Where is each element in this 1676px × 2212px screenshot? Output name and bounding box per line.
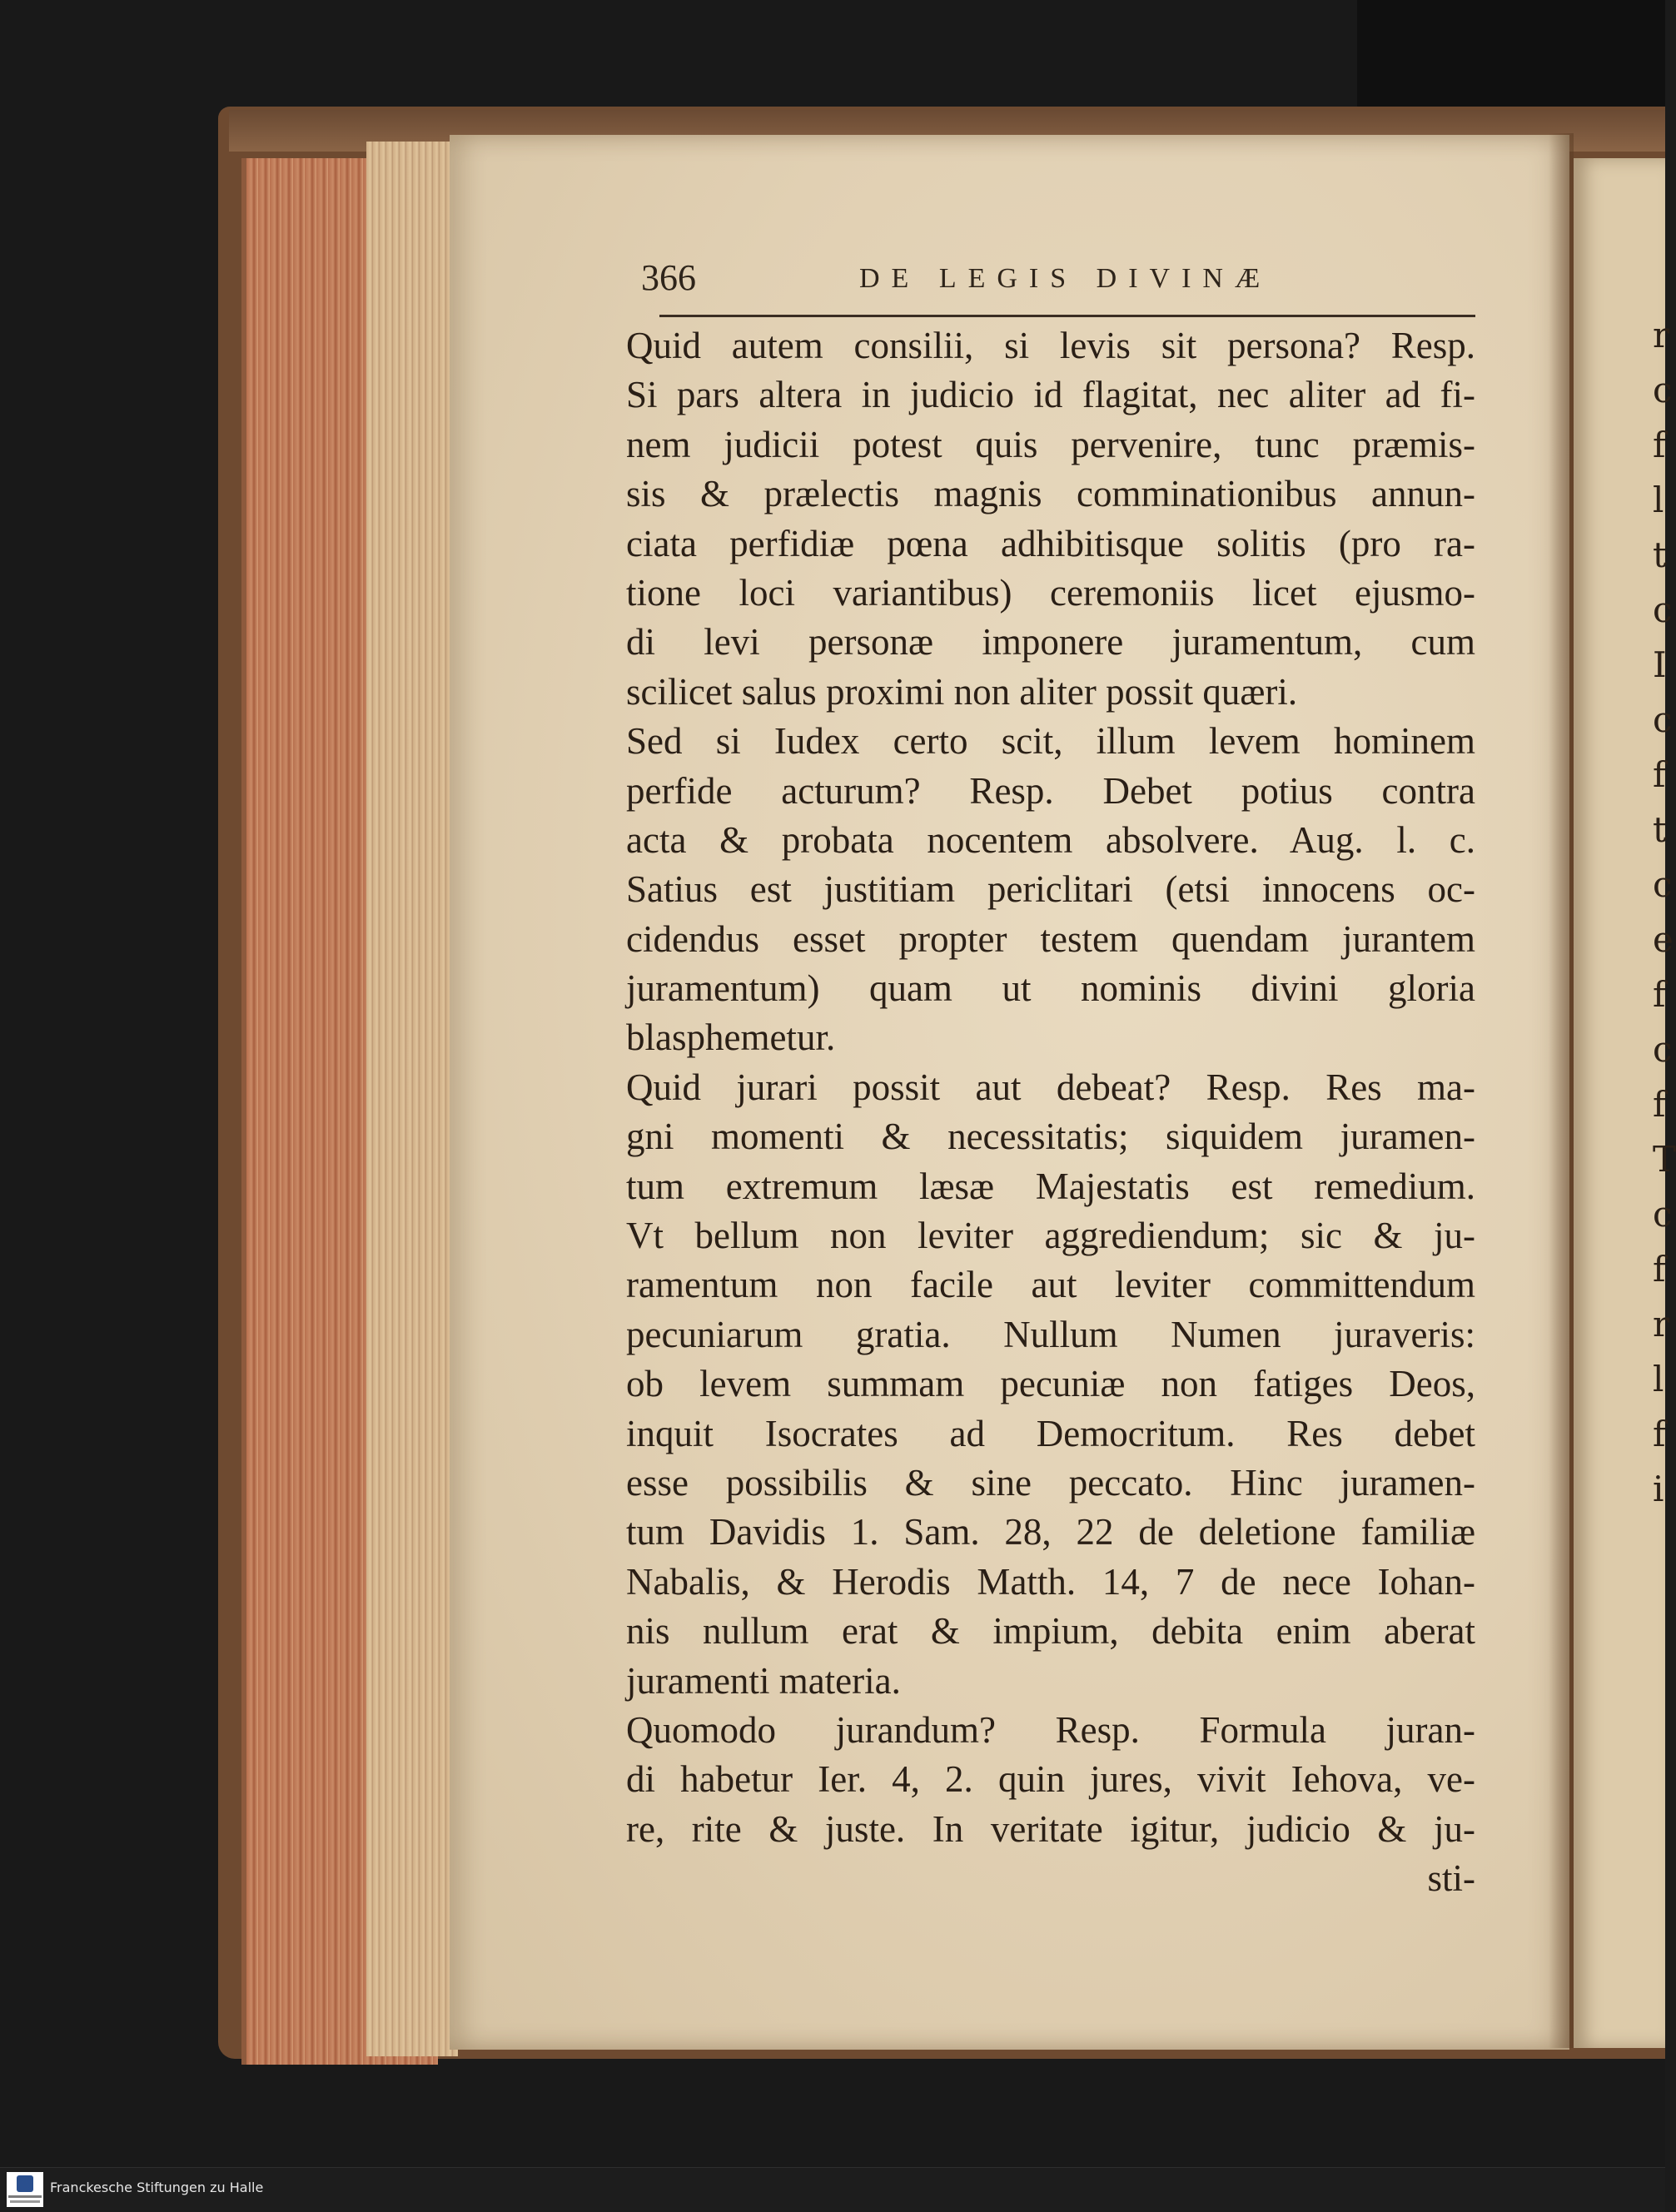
catchword: sti- [1427,1857,1475,1900]
page-stack [366,142,458,2056]
facing-fragment: t [1653,809,1667,850]
facing-page-text-fragments [1653,308,1676,1890]
text-line: ob levem summam pecuniæ non fatiges Deos, [626,1363,1475,1405]
text-line: Quomodo jurandum? Resp. Formula juran- [626,1708,1475,1751]
text-line: juramenti materia. [626,1659,901,1702]
text-line: scilicet salus proximi non aliter possit quæri. [626,670,1298,713]
facing-fragment: c [1653,1194,1673,1235]
facing-fragment: c [1653,370,1673,410]
text-line: blasphemetur. [626,1017,836,1059]
text-line: juramentum) quam ut nominis divini gloria [626,967,1475,1010]
text-line: Sed si Iudex certo scit, illum levem hominem [626,720,1475,763]
text-line: tum extremum læsæ Majestatis est remedium. [626,1165,1475,1207]
facing-page [1574,158,1676,2048]
facing-fragment: T [1653,1139,1676,1180]
text-line: Quid autem consilii, si levis sit persona? Resp. [626,325,1475,366]
text-line: inquit Isocrates ad Democritum. Res debet [626,1412,1475,1454]
facing-fragment: c [1653,864,1673,905]
book-gutter [1549,133,1574,2048]
page-number: 366 [641,257,696,298]
header-rule [659,315,1475,317]
text-line: Vt bellum non leviter aggrediendum; sic & ju- [626,1215,1475,1257]
text-line: esse possibilis & sine peccato. Hinc juramen- [626,1461,1475,1504]
facing-fragment: f [1653,1249,1666,1290]
facing-fragment: c [1653,1029,1673,1070]
text-line: di levi personæ imponere juramentum, cum [626,621,1475,664]
institution-logo-icon[interactable] [7,2172,43,2207]
running-title: DE LEGIS DIVINÆ [859,263,1272,294]
facing-fragment: r [1653,315,1670,355]
running-head [641,256,1474,306]
text-line: nis nullum erat & impium, debita enim aberat [626,1610,1475,1653]
body-text [626,321,1475,1904]
facing-fragment: l [1653,1359,1664,1399]
text-line: nem judicii potest quis pervenire, tunc præmis- [626,423,1475,465]
text-line: Si pars altera in judicio id flagitat, nec aliter ad fi- [626,374,1475,416]
text-line: di habetur Ier. 4, 2. quin jures, vivit Iehova, ve- [626,1758,1475,1801]
facing-fragment: i [1653,1469,1664,1509]
facing-fragment: r [1653,1304,1670,1345]
facing-fragment: c [1653,589,1673,630]
text-line: Quid jurari possit aut debeat? Resp. Res ma- [626,1066,1475,1108]
institution-credit: Franckesche Stiftungen zu Halle [50,2180,264,2195]
text-line: gni momenti & necessitatis; siquidem juramen- [626,1116,1475,1158]
text-line: acta & probata nocentem absolvere. Aug. l. c. [626,818,1475,861]
facing-fragment: f [1653,425,1666,465]
text-line: Satius est justitiam periclitari (etsi innocens oc- [626,868,1475,911]
text-line: ciata perfidiæ pœna adhibitisque solitis (pro ra- [626,522,1475,564]
text-line: perfide acturum? Resp. Debet potius contra [626,769,1475,812]
facing-fragment: f [1653,974,1666,1015]
text-line: re, rite & juste. In veritate igitur, judicio & ju- [626,1807,1475,1850]
text-line: tum Davidis 1. Sam. 28, 22 de deletione familiæ [626,1511,1475,1553]
facing-fragment: c [1653,699,1673,740]
facing-fragment: l [1653,480,1664,520]
facing-fragment: f [1653,1414,1666,1454]
text-line: Nabalis, & Herodis Matth. 14, 7 de nece Iohan- [626,1560,1475,1603]
facing-fragment: I [1653,644,1667,685]
text-line: tione loci variantibus) ceremoniis licet ejusmo- [626,571,1475,614]
text-line: ramentum non facile aut leviter committendum [626,1264,1475,1306]
facing-fragment: e [1653,919,1674,960]
facing-fragment: f [1653,754,1666,795]
text-line: pecuniarum gratia. Nullum Numen juraveris: [626,1313,1475,1355]
text-line: cidendus esset propter testem quendam jurantem [626,917,1475,960]
text-line: sis & prælectis magnis comminationibus annun- [626,473,1475,515]
facing-fragment: t [1653,534,1667,575]
facing-fragment: f [1653,1084,1666,1125]
